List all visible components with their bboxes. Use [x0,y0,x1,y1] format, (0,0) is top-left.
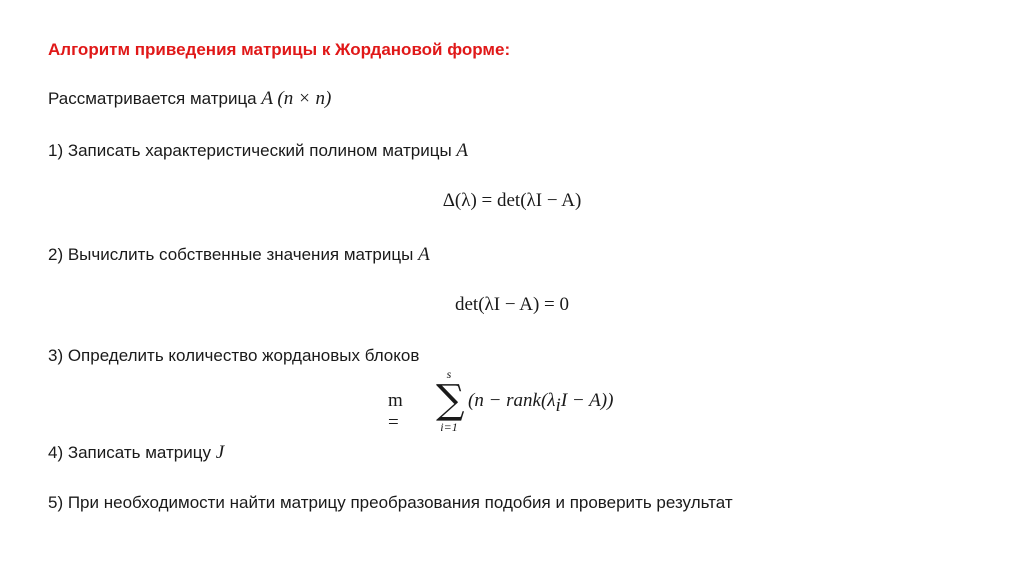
formula-eigenvalues: det(λI − A) = 0 [454,294,569,315]
step-3-text: 3) Определить количество жордановых блоков [48,346,420,365]
sigma [436,367,465,434]
intro-math: A (n × n) [261,88,332,109]
step-1 [48,140,468,162]
step-2-text: 2) Вычислить собственные значения матрицы [48,245,419,264]
formula-rhs-subscript: i [555,394,561,416]
sigma-lower-limit: i=1 [440,420,458,434]
formula-lhs: m = [388,390,403,433]
formula-rhs-part-a: (n − rank(λ [468,390,556,411]
step-4-text: 4) Записать матрицу [48,443,216,462]
step-2-math: A [418,244,430,265]
formula-rhs-part-b: I − A)) [560,390,614,411]
step-1-text: 1) Записать характеристический полином матрицы [48,141,457,160]
step-4-math: J [215,442,225,463]
formula-characteristic-polynomial: Δ(λ) = det(λI − A) [442,190,582,211]
formula-rhs [468,390,613,417]
sigma-upper-limit: s [446,367,452,381]
step-3 [48,346,419,366]
intro-text: Рассматривается матрица [48,89,262,108]
intro-line [48,88,331,110]
sigma-symbol: ∑ [436,377,465,423]
step-5: 5) При необходимости найти матрицу преобразования подобия и проверить результат [48,493,733,512]
step-4 [48,442,224,464]
slide-title: Алгоритм приведения матрицы к Жордановой форме: [48,40,511,59]
step-1-math: A [456,140,469,161]
step-2 [48,244,430,266]
